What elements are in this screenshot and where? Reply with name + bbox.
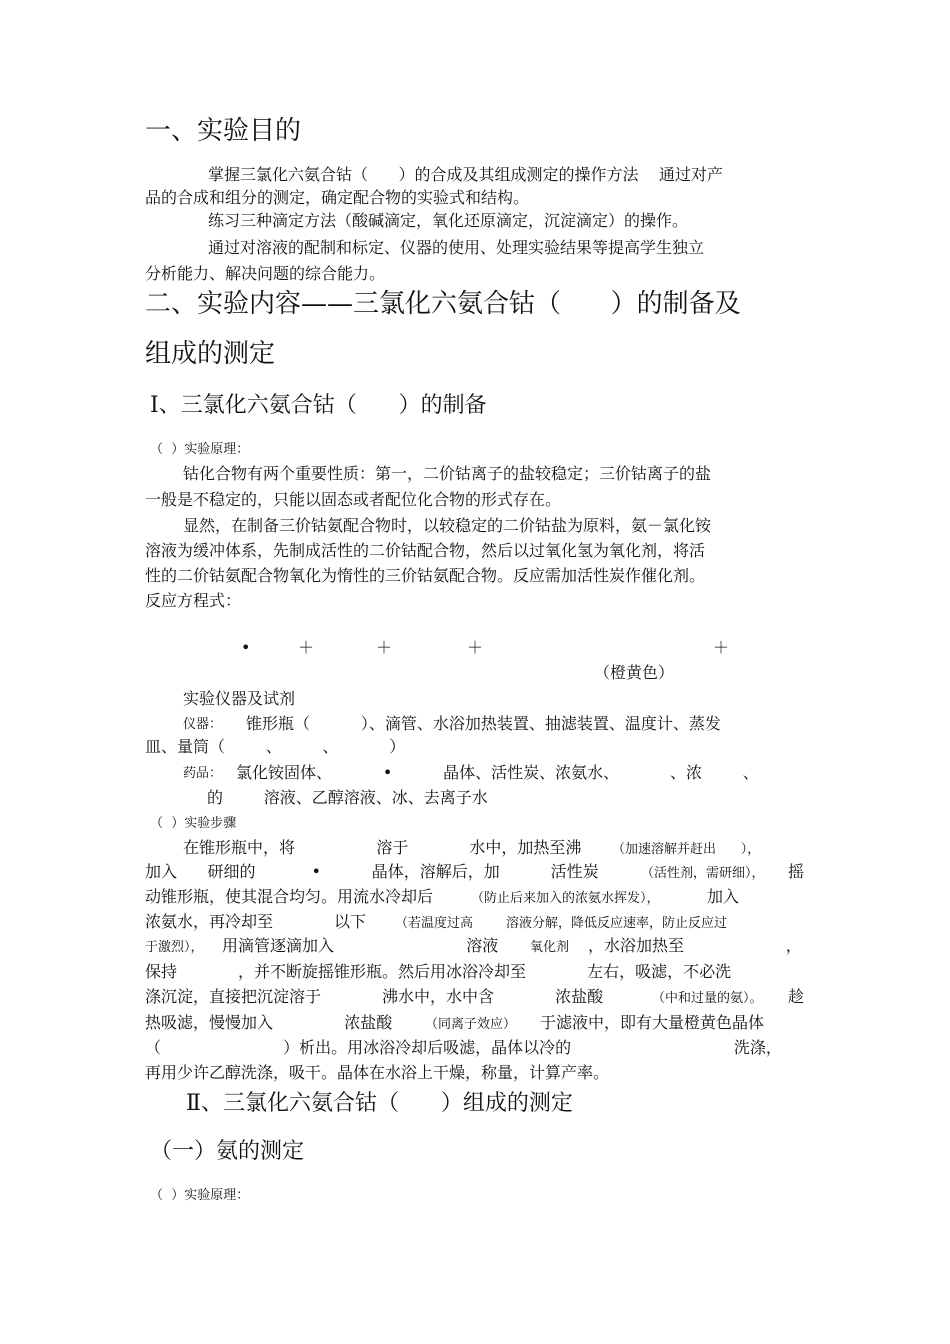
purpose-paragraph-3: 通过对溶液的配制和标定、仪器的使用、处理实验结果等提高学生独立 (208, 238, 705, 257)
steps-note: 氧化剂 (530, 940, 570, 955)
steps-text: 涤沉淀，直接把沉淀溶于 沸水中，水中含 浓盐酸 (145, 987, 604, 1006)
principle-label: （ ）实验原理： (150, 442, 250, 457)
equation-color-note: （橙黄色） (594, 663, 675, 682)
purpose-paragraph-1-cont: 品的合成和组分的测定，确定配合物的实验式和结构。 (145, 188, 530, 207)
steps-text: ，水浴加热至 ， (588, 936, 802, 955)
purpose-paragraph-1: 掌握三氯化六氨合钴（ ）的合成及其组成测定的操作方法 通过对产 (208, 165, 723, 184)
equation-plus: ＋ (376, 638, 393, 657)
apparatus-title: 实验仪器及试剂 (183, 689, 296, 708)
heading-purpose: 一、实验目的 (145, 116, 302, 146)
principle-text: 显然，在制备三价钴氨配合物时，以较稳定的二价钴盐为原料，氨－氯化铵 (183, 516, 712, 535)
reagent-label: 药品： (183, 766, 223, 781)
principle-text: 性的二价钴氨配合物氧化为惰性的三价钴氨配合物。反应需加活性炭作催化剂。 (145, 566, 706, 585)
reagent-list: 氯化铵固体、 • 晶体、活性炭、浓氨水、 、浓 、 (236, 763, 759, 782)
purpose-paragraph-2: 练习三种滴定方法（酸碱滴定，氧化还原滴定，沉淀滴定）的操作。 (208, 211, 689, 230)
steps-note: （中和过量的氨）。 (652, 991, 763, 1006)
steps-text: 浓氨水，再冷却至 以下 (145, 912, 367, 931)
heading-content: 二、实验内容——三氯化六氨合钴（ ）的制备及 (145, 289, 741, 319)
steps-note: （若温度过高 溶液分解，降低反应速率，防止反应过 (395, 916, 728, 931)
steps-text: 热吸滤，慢慢加入 浓盐酸 (145, 1013, 393, 1032)
principle-text: 钴化合物有两个重要性质：第一，二价钴离子的盐较稳定；三价钴离子的盐 (183, 464, 712, 483)
steps-note: （同离子效应） (425, 1017, 517, 1032)
steps-text: 加入 研细的 • 晶体，溶解后，加 活性炭 (145, 862, 599, 881)
principle-text: 一般是不稳定的，只能以固态或者配位化合物的形式存在。 (145, 490, 562, 509)
instrument-label: 仪器： (183, 717, 223, 732)
steps-note: 于激烈）， (145, 940, 204, 955)
steps-note: （防止后来加入的浓氨水挥发）， (471, 891, 660, 906)
steps-text: 用滴管逐滴加入 溶液 (222, 936, 499, 955)
principle-text: 反应方程式： (145, 591, 242, 610)
steps-text: 动锥形瓶，使其混合均匀。用流水冷却后 (145, 887, 434, 906)
principle-text: 溶液为缓冲体系，先制成活性的二价钴配合物，然后以过氧化氢为氧化剂，将活 (145, 541, 706, 560)
purpose-paragraph-3-cont: 分析能力、解决问题的综合能力。 (145, 264, 386, 283)
equation-plus: ＋ (298, 638, 315, 657)
reagent-list-cont: 的 溶液、乙醇溶液、冰、去离子水 (207, 788, 488, 807)
equation-plus: ＋ (467, 638, 484, 657)
steps-text: （ ）析出。用冰浴冷却后吸滤，晶体以冷的 洗涤， (145, 1038, 782, 1057)
section-2-title: Ⅱ、三氯化六氨合钴（ ）组成的测定 (186, 1091, 573, 1116)
steps-text: 保持 ，并不断旋摇锥形瓶。然后用冰浴冷却至 左右，吸滤，不必洗 (145, 962, 732, 981)
heading-content-cont: 组成的测定 (145, 339, 276, 369)
steps-note: （活性剂，需研细）， (641, 866, 765, 881)
steps-text: 再用少许乙醇洗涤，吸干。晶体在水浴上干燥，称量，计算产率。 (145, 1063, 610, 1082)
instrument-list: 锥形瓶（ ）、滴管、水浴加热装置、抽滤装置、温度计、蒸发 (246, 714, 721, 733)
steps-text: 摇 (788, 862, 805, 881)
steps-text: 趁 (788, 987, 805, 1006)
section-1-title: Ⅰ、三氯化六氨合钴（ ）的制备 (150, 393, 487, 418)
steps-note: （加速溶解并赶出 ）， (612, 842, 761, 857)
steps-text: 在锥形瓶中，将 溶于 水中，加热至沸 (183, 838, 582, 857)
steps-text: 加入 (707, 887, 740, 906)
instrument-list-cont: 皿、量筒（ 、 、 ） (145, 737, 406, 756)
equation-dot: • (241, 638, 251, 657)
steps-label: （ ）实验步骤 (150, 816, 237, 831)
subsection-title: （一）氨的测定 (150, 1139, 305, 1164)
equation-plus: ＋ (713, 638, 730, 657)
subsection-principle-label: （ ）实验原理： (150, 1188, 250, 1203)
steps-text: 于滤液中，即有大量橙黄色晶体 (540, 1013, 765, 1032)
